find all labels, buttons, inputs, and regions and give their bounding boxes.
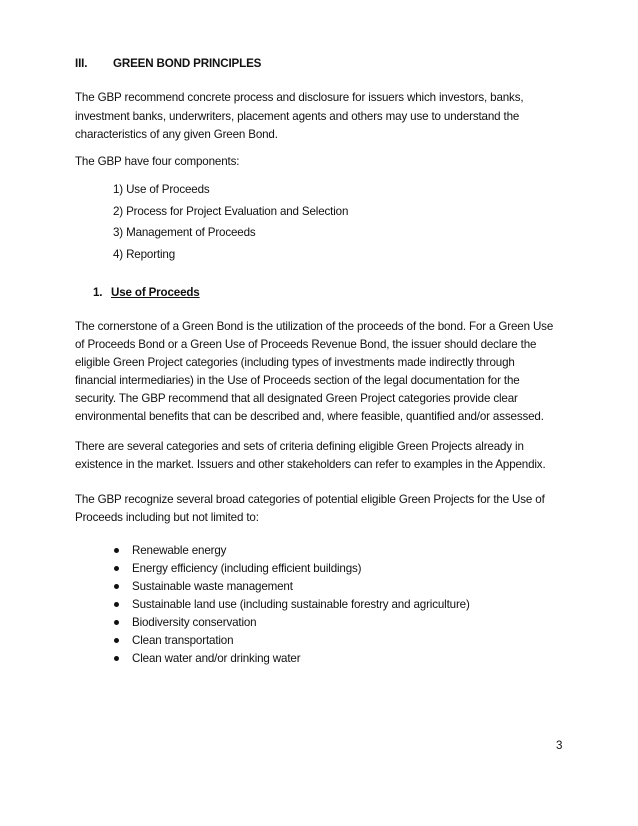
paragraph-line: security. The GBP recommend that all designated Green Project categories provide clear <box>75 392 518 405</box>
category-item: Biodiversity conservation <box>132 616 257 629</box>
paragraph-line: of Proceeds Bond or a Green Use of Proceeds Revenue Bond, the issuer should declare the <box>75 338 537 351</box>
component-item: 4) Reporting <box>113 248 175 261</box>
components-lead: The GBP have four components: <box>75 155 240 168</box>
page-number: 3 <box>556 739 563 752</box>
component-item: 1) Use of Proceeds <box>113 183 210 196</box>
category-item: Clean transportation <box>132 634 234 647</box>
intro-line: The GBP recommend concrete process and disclosure for issuers which investors, banks, <box>75 91 524 104</box>
paragraph-line: eligible Green Project categories (including types of investments made indirectly through <box>75 356 515 369</box>
bullet-icon <box>114 620 119 625</box>
component-item: 2) Process for Project Evaluation and Selection <box>113 205 349 218</box>
bullet-icon <box>114 548 119 553</box>
paragraph-line: existence in the market. Issuers and other stakeholders can refer to examples in the Appendix. <box>75 458 546 471</box>
bullet-icon <box>114 584 119 589</box>
category-item: Energy efficiency (including efficient buildings) <box>132 562 362 575</box>
section-title: GREEN BOND PRINCIPLES <box>113 57 262 70</box>
intro-line: characteristics of any given Green Bond. <box>75 128 278 141</box>
category-item: Sustainable waste management <box>132 580 293 593</box>
section-number: III. <box>75 57 88 70</box>
paragraph-line: There are several categories and sets of criteria defining eligible Green Projects already in <box>75 440 524 453</box>
subsection-title: Use of Proceeds <box>111 286 200 299</box>
paragraph-line: The cornerstone of a Green Bond is the utilization of the proceeds of the bond. For a Green Use <box>75 320 554 333</box>
bullet-icon <box>114 638 119 643</box>
category-item: Renewable energy <box>132 544 227 557</box>
category-item: Clean water and/or drinking water <box>132 652 301 665</box>
category-item: Sustainable land use (including sustainable forestry and agriculture) <box>132 598 470 611</box>
bullet-icon <box>114 656 119 661</box>
bullet-icon <box>114 566 119 571</box>
paragraph-line: environmental benefits that can be described and, where feasible, quantified and/or assessed. <box>75 410 544 423</box>
subsection-number: 1. <box>93 286 103 299</box>
intro-line: investment banks, underwriters, placement agents and others may use to understand the <box>75 110 520 123</box>
paragraph-line: financial intermediaries) in the Use of Proceeds section of the legal documentation for the <box>75 374 520 387</box>
bullet-icon <box>114 602 119 607</box>
paragraph-line: Proceeds including but not limited to: <box>75 511 259 524</box>
component-item: 3) Management of Proceeds <box>113 226 256 239</box>
paragraph-line: The GBP recognize several broad categories of potential eligible Green Projects for the Use of <box>75 493 545 506</box>
